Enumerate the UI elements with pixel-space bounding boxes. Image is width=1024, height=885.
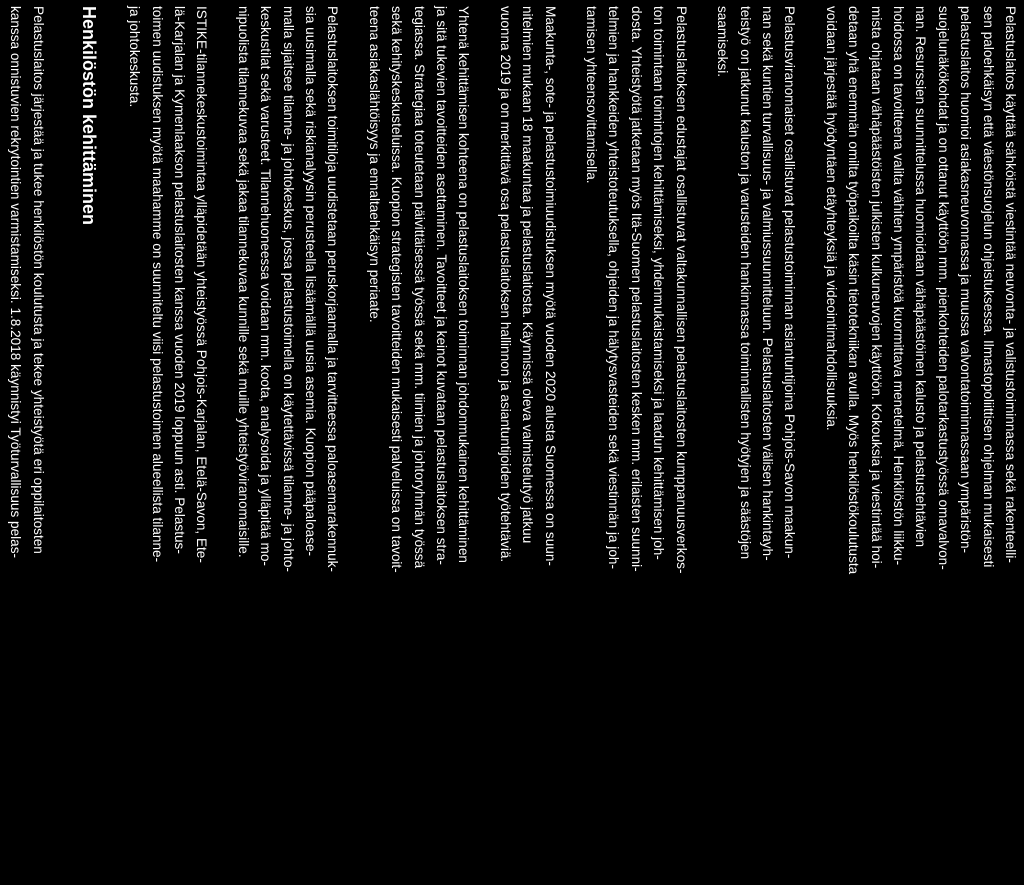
section-heading: Henkilöstön kehittäminen [78,6,99,226]
paragraph: Pelastuslaitoksen edustajat osallistuvat valtakunnallisen pelastuslaitosten kumppanuusverkos- ton toimintaan toimintojen kehittämiseksi, yhdenmukaistamiseksi ja laadun kehittämisen joh- dosta. Yhteistyötä jatketaan myös Itä-Suomen pelastuslaitosten kesken mm. erilaisten suunni- telmien ja hankkeiden yhteistoteutuksella, ohjeiden ja hälytysvasteiden sekä viestinnän ja joh- tamisen yhteensovittamisella. [584,6,689,574]
paragraph: Pelastuslaitos käyttää sähköistä viestintää neuvonta- ja valistustoiminnassa sekä rakenteelli- sen paloehkäisyn että väestönsuojelun ohjeistuksessa. Ilmastopoliittisen ohjelman mukaisesti pelastuslaitos huomioi asiakasneuvonnassa ja muussa valvontatoiminnassaan ympäristön- suojelunäkökohdat ja on ottanut käyttöön mm. pienkohteiden palotarkastustyössä omavalvon- nan. Resurssien suunnittelussa huomioidaan vähäpäästöinen kalusto ja pelastustehtävien hoidossa on tavoitteena valita vähiten ympäristöä kuormittava menetelmä. Henkilöstön liikku- mista ohjataan vähäpäästöisten julkisten kulkuneuvojen käyttöön. Kokouksia ja viestintää hoi- detaan yhä enemmän omilta työpaikoilta käsin tietotekniikan avulla. Myös henkilöstökoulutusta voidaan järjestää hyödyntäen etäyhteyksiä ja videointimahdollisuuksia. [823,6,1018,575]
paragraph: Yhtenä kehittämisen kohteena on pelastuslaitoksen toiminnan johdonmukainen kehittäminen ja sitä tukevien tavoitteiden asettaminen. Tavoitteet ja keinot kuvataan pelastuslaitoksen stra- tegiassa. Strategiaa toteutetaan päivittäisessä työssä sekä mm. tiimien ja johtoryhmän työssä sekä kehityskeskusteluissa. Kuopion strategisten tavoitteiden mukaisesti palveluissa on tavoit- teena asiakaslähtöisyys ja ennaltaehkäisyn periaate. [366,6,472,573]
paragraph: Pelastusviranomaiset osallistuvat pelastustoiminnan asiantuntijoina Pohjois-Savon maakun- nan sekä kuntien turvallisuus- ja valmiussuunnitteluun. Pelastuslaitosten välisen hankintayh- teistyö on jatkunut kaluston ja varusteiden hankinnassa toiminnallisten hyötyjen ja säästöjen saamiseksi. [715,6,798,561]
paragraph: Maakunta-, sote- ja pelastustoimiuudistuksen myötä vuoden 2020 alusta Suomessa on suun- nitelmien mukaan 18 maakuntaa ja pelastuslaitosta. Käynnissä oleva valmistelutyö jatkuu vuonna 2019 ja on merkittävä osa pelastuslaitoksen hallinnon ja asiantuntijoiden työtehtäviä. [497,6,558,566]
paragraph: Pelastuslaitoksen toimitiloja uudistetaan peruskorjaamalla ja tarvittaessa paloasemarakennuk- sia uusimalla sekä riskianalyysin perusteella lisäämällä uusia asemia. Kuopion pääpaloase- malla sijaitsee tilanne- ja johtokeskus, jossa pelastustoimella on käytettävissä tilanne- ja johto- keskustilat sekä varusteet. Tilannehuoneessa voidaan mm. koota, analysoida ja ylläpitää mo- nipuolista tilannekuvaa sekä jakaa tilannekuvaa kunnille sekä muille yhteistyöviranomaisille. [235,6,341,572]
paragraph: ISTIKE-tilannekeskustoimintaa ylläpidetään yhteistyössä Pohjois-Karjalan, Etelä-Savon, Ete- lä-Karjalan ja Kymenlaakson pelastuslaitosten kanssa vuoden 2019 loppuun asti. Pelastus- toimen uudistuksen myötä maahamme on suunniteltu viisi pelastustoimen alueellista tilanne- ja johtokeskusta. [127,6,210,563]
paragraph: Pelastuslaitos järjestää ja tukee henkilöstön koulutusta ja tekee yhteistyötä eri oppilaitosten kanssa onnistuvien rekrytointien varmistamiseksi. 1.8.2018 käynnistyi Työturvallisuus pelas- [8,6,46,559]
